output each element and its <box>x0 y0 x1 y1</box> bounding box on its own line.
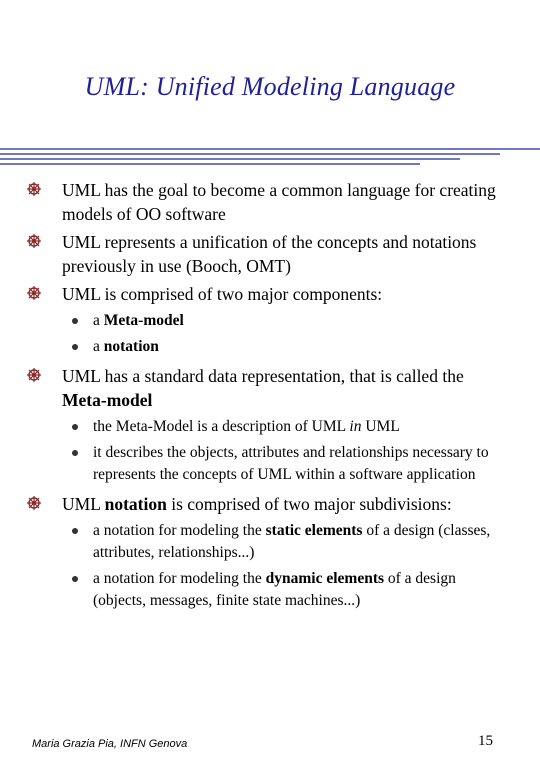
sub-bullet-text: the Meta-Model is a description of UML <box>93 418 350 435</box>
sub-bullet-bold: Meta-model <box>103 312 184 329</box>
bullet-text: is comprised of two major subdivisions: <box>166 494 452 514</box>
dot-bullet-icon <box>72 528 78 534</box>
sub-bullet-item <box>0 336 540 358</box>
sub-bullet-text: of a design (objects, messages, finite state machines...) <box>93 570 456 609</box>
wheel-bullet-icon <box>26 285 42 301</box>
slide-title: UML: Unified Modeling Language <box>84 72 456 101</box>
sub-bullet-item <box>0 520 540 564</box>
dot-bullet-icon <box>72 344 78 350</box>
bullet-item <box>0 492 540 516</box>
wheel-bullet-icon <box>26 181 42 197</box>
sub-bullet-item <box>0 310 540 332</box>
dot-bullet-icon <box>72 424 78 430</box>
sub-bullet-text: of a design (classes, attributes, relationships...) <box>93 522 491 561</box>
page-number: 15 <box>478 733 493 749</box>
sub-bullet-bold: dynamic elements <box>265 570 385 587</box>
sub-bullet-text: a notation for modeling the <box>93 570 266 587</box>
footer-author: Maria Grazia Pia, INFN Genova <box>32 738 188 750</box>
sub-bullet-list <box>0 520 540 612</box>
bullet-bold: notation <box>104 494 167 514</box>
dot-bullet-icon <box>72 318 78 324</box>
sub-bullet-text: it describes the objects, attributes and relationships necessary to represents the concepts of UML within a software application <box>93 444 489 483</box>
bullet-item <box>0 230 540 278</box>
bullet-text: UML has the goal to become a common language for creating models of OO software <box>62 180 496 224</box>
sub-bullet-bold: notation <box>103 338 159 355</box>
bullet-text: UML represents a unification of the concepts and notations previously in use (Booch, OMT) <box>62 232 477 276</box>
sub-bullet-text: a notation for modeling the <box>93 522 266 539</box>
bullet-bold: Meta-model <box>62 390 153 410</box>
bullet-text: UML has a standard data representation, that is called the <box>62 366 464 386</box>
sub-bullet-item <box>0 442 540 486</box>
title-divider <box>0 148 540 170</box>
sub-bullet-list <box>0 416 540 486</box>
bullet-item <box>0 282 540 306</box>
wheel-bullet-icon <box>26 233 42 249</box>
sub-bullet-italic: in <box>349 418 362 435</box>
dot-bullet-icon <box>72 450 78 456</box>
bullet-text: UML is comprised of two major components: <box>62 284 383 304</box>
sub-bullet-item <box>0 568 540 612</box>
sub-bullet-text: UML <box>361 418 400 435</box>
wheel-bullet-icon <box>26 367 42 383</box>
bullet-list <box>0 178 540 618</box>
sub-bullet-item <box>0 416 540 438</box>
sub-bullet-text: a <box>93 312 104 329</box>
sub-bullet-text: a <box>93 338 104 355</box>
sub-bullet-bold: static elements <box>265 522 363 539</box>
bullet-item <box>0 178 540 226</box>
dot-bullet-icon <box>72 576 78 582</box>
wheel-bullet-icon <box>26 495 42 511</box>
bullet-text: UML <box>62 494 105 514</box>
sub-bullet-list <box>0 310 540 358</box>
bullet-item <box>0 364 540 412</box>
